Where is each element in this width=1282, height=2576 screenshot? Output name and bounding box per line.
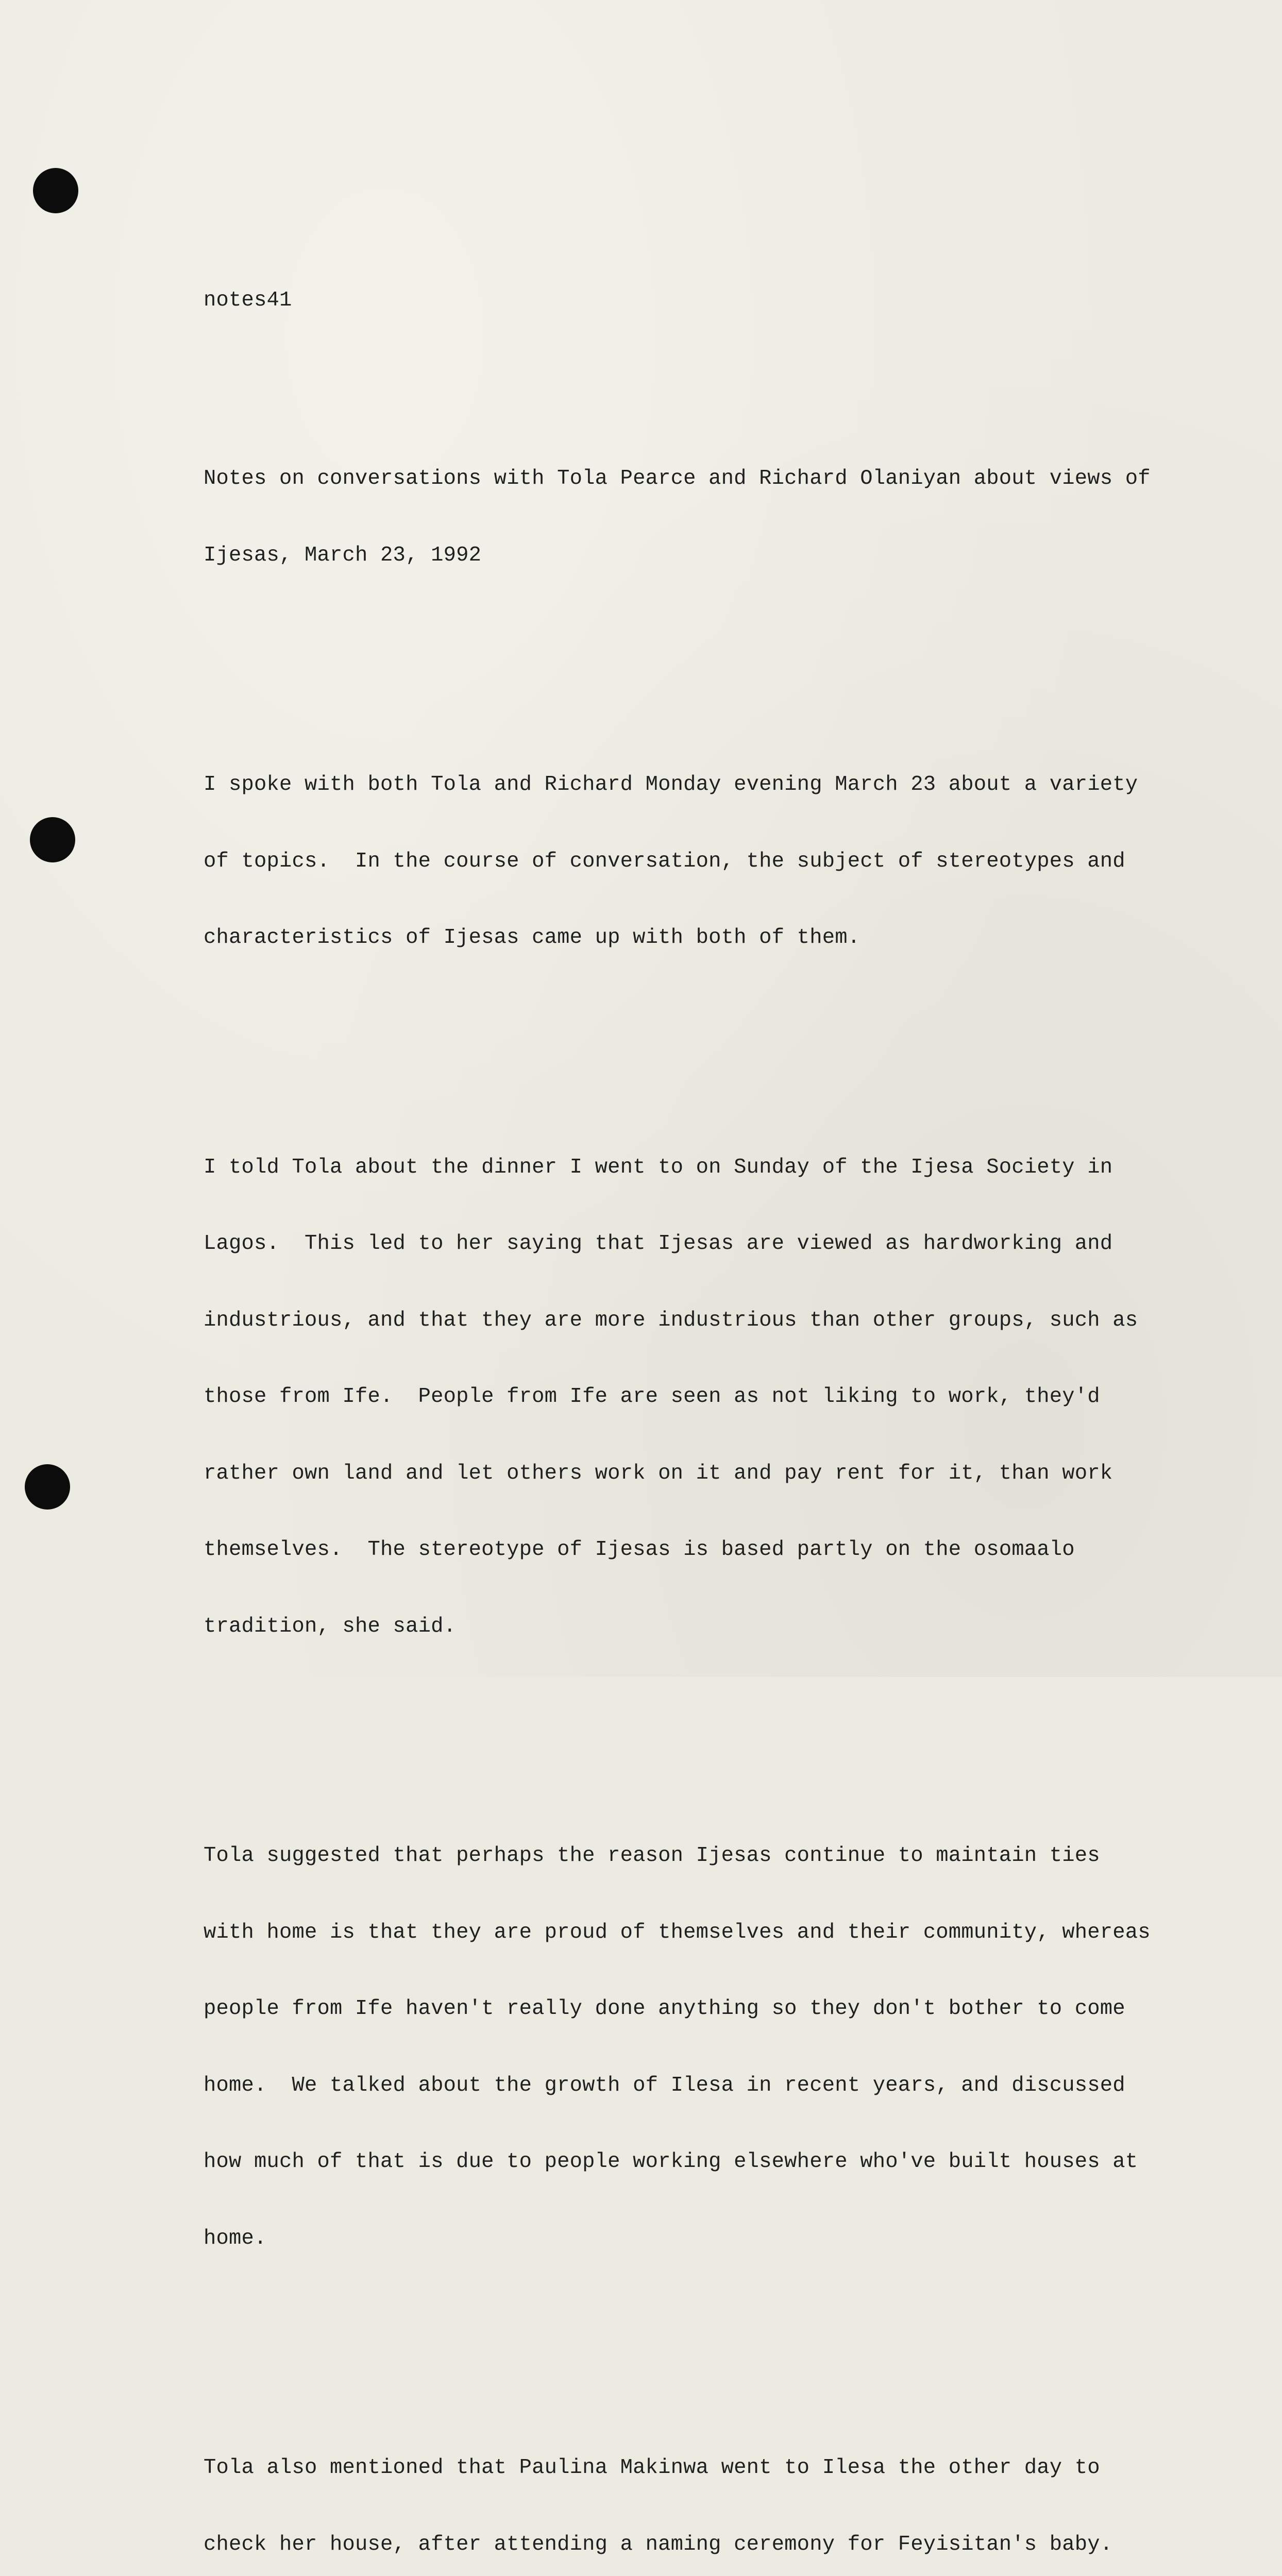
paragraph-3: [204, 1792, 1172, 2302]
punch-hole: [30, 817, 75, 862]
text-line: Lagos. This led to her saying that Ijesas are viewed as hardworking and: [204, 1232, 1113, 1256]
text-line: those from Ife. People from Ife are seen as not liking to work, they'd: [204, 1385, 1100, 1409]
text-line: Tola suggested that perhaps the reason Ijesas continue to maintain ties: [204, 1844, 1100, 1868]
paragraph-1: [204, 721, 1172, 1002]
text-line: industrious, and that they are more industrious than other groups, such as: [204, 1308, 1138, 1332]
document-title: [204, 415, 1172, 619]
text-line: rather own land and let others work on it and pay rent for it, than work: [204, 1461, 1113, 1485]
text-line: with home is that they are proud of themselves and their community, whereas: [204, 1920, 1151, 1944]
text-line: characteristics of Ijesas came up with both of them.: [204, 926, 861, 950]
typed-notes: [204, 211, 1172, 2576]
text-line: I told Tola about the dinner I went to on Sunday of the Ijesa Society in: [204, 1155, 1113, 1179]
text-line: Tola also mentioned that Paulina Makinwa went to Ilesa the other day to: [204, 2456, 1100, 2480]
text-line: home.: [204, 2226, 267, 2250]
text-line: I spoke with both Tola and Richard Monday evening March 23 about a variety: [204, 773, 1138, 796]
punch-hole: [25, 1464, 70, 1510]
paragraph-4: [204, 2404, 1172, 2576]
text-line: themselves. The stereotype of Ijesas is based partly on the osomaalo: [204, 1538, 1075, 1562]
text-line: home. We talked about the growth of Ilesa in recent years, and discussed: [204, 2073, 1125, 2097]
text-line: check her house, after attending a naming ceremony for Feyisitan's baby.: [204, 2532, 1113, 2556]
paragraph-2: [204, 1104, 1172, 1691]
punch-hole: [33, 168, 78, 213]
text-line: people from Ife haven't really done anything so they don't bother to come: [204, 1997, 1125, 2021]
title-line: Notes on conversations with Tola Pearce and Richard Olaniyan about views of: [204, 467, 1151, 490]
text-line: tradition, she said.: [204, 1614, 457, 1638]
title-line: Ijesas, March 23, 1992: [204, 543, 482, 567]
document-id-label: notes41: [204, 288, 292, 312]
text-line: of topics. In the course of conversation, the subject of stereotypes and: [204, 849, 1125, 873]
text-line: how much of that is due to people working elsewhere who've built houses at: [204, 2150, 1138, 2174]
